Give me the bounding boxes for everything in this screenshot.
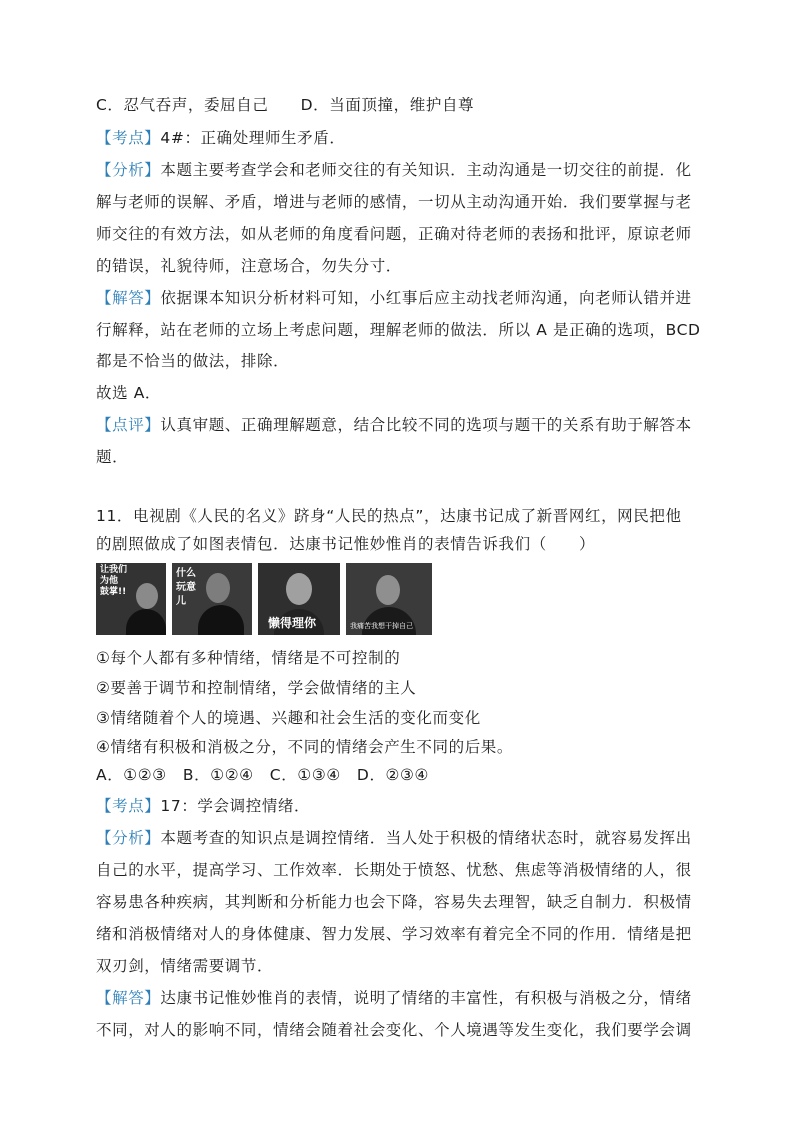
option-item-1: ①每个人都有多种情绪，情绪是不可控制的	[96, 649, 401, 667]
jieda-line: 不同，对人的影响不同，情绪会随着社会变化、个人境遇等发生变化，我们要学会调	[96, 1021, 692, 1039]
meme-image-strip	[96, 563, 432, 635]
fenxi-row	[96, 827, 692, 849]
fenxi-line: 容易患各种疾病，其判断和分析能力也会下降，容易失去理智，缺乏自制力．积极情	[96, 893, 692, 911]
kaodian-tag: 【考点】	[96, 797, 161, 815]
meme-caption: 什么 玩意 儿	[176, 568, 196, 607]
fenxi-line: 自己的水平，提高学习、工作效率．长期处于愤怒、忧愁、焦虑等消极情绪的人，很	[96, 861, 692, 879]
question-11-stem: 的剧照做成了如图表情包．达康书记惟妙惟肖的表情告诉我们（ ）	[96, 535, 596, 553]
dianping-line: 题．	[96, 448, 129, 466]
kaodian-tag: 【考点】	[96, 129, 161, 147]
meme-image-ignore	[258, 563, 340, 635]
dianping-tag: 【点评】	[96, 416, 161, 434]
option-item-3: ③情绪随着个人的境遇、兴趣和社会生活的变化而变化	[96, 709, 481, 727]
jieda-tag: 【解答】	[96, 289, 161, 307]
fenxi-line: 双刃剑，情绪需要调节．	[96, 957, 274, 975]
meme-caption: 我痛苦我想干掉自己	[350, 622, 413, 630]
meme-image-what	[172, 563, 252, 635]
meme-image-clap	[96, 563, 166, 635]
kaodian-row	[96, 127, 345, 149]
dianping-row	[96, 414, 692, 436]
option-item-2: ②要善于调节和控制情绪，学会做情绪的主人	[96, 679, 417, 697]
previous-options-cd: C．忍气吞声，委屈自己 D．当面顶撞，维护自尊	[96, 96, 475, 114]
jieda-row	[96, 287, 692, 309]
meme-image-pain	[346, 563, 432, 635]
fenxi-tag: 【分析】	[96, 161, 161, 179]
kaodian-text: 4#：正确处理师生矛盾．	[160, 129, 346, 147]
fenxi-line: 的错误，礼貌待师，注意场合，勿失分寸．	[96, 257, 402, 275]
meme-caption: 懒得理你	[268, 616, 317, 630]
fenxi-text: 本题主要考查学会和老师交往的有关知识．主动沟通是一切交往的前提．化	[160, 161, 692, 179]
answer-choices: A．①②③ B．①②④ C．①③④ D．②③④	[96, 766, 430, 784]
fenxi-row	[96, 159, 692, 181]
jieda-text: 达康书记惟妙惟肖的表情，说明了情绪的丰富性，有积极与消极之分，情绪	[160, 989, 692, 1007]
answer-line: 故选 A．	[96, 384, 162, 402]
jieda-row	[96, 987, 692, 1009]
fenxi-line: 绪和消极情绪对人的身体健康、智力发展、学习效率有着完全不同的作用．情绪是把	[96, 925, 692, 943]
jieda-tag: 【解答】	[96, 989, 161, 1007]
fenxi-line: 师交往的有效方法，如从老师的角度看问题，正确对待老师的表扬和批评，原谅老师	[96, 225, 692, 243]
option-item-4: ④情绪有积极和消极之分，不同的情绪会产生不同的后果。	[96, 738, 513, 756]
jieda-line: 行解释，站在老师的立场上考虑问题，理解老师的做法．所以 A 是正确的选项，BCD	[96, 321, 701, 339]
jieda-line: 都是不恰当的做法，排除．	[96, 352, 290, 370]
dianping-text: 认真审题、正确理解题意，结合比较不同的选项与题干的关系有助于解答本	[160, 416, 692, 434]
meme-caption: 让我们 为他 鼓掌!!	[100, 565, 128, 597]
question-11-stem: 11．电视剧《人民的名义》跻身“人民的热点”，达康书记成了新晋网红，网民把他	[96, 507, 682, 525]
fenxi-text: 本题考查的知识点是调控情绪．当人处于积极的情绪状态时，就容易发挥出	[160, 829, 692, 847]
kaodian-row	[96, 795, 310, 817]
fenxi-tag: 【分析】	[96, 829, 161, 847]
kaodian-text: 17：学会调控情绪．	[160, 797, 311, 815]
fenxi-line: 解与老师的误解、矛盾，增进与老师的感情，一切从主动沟通开始．我们要掌握与老	[96, 193, 692, 211]
jieda-text: 依据课本知识分析材料可知，小红事后应主动找老师沟通，向老师认错并进	[160, 289, 692, 307]
